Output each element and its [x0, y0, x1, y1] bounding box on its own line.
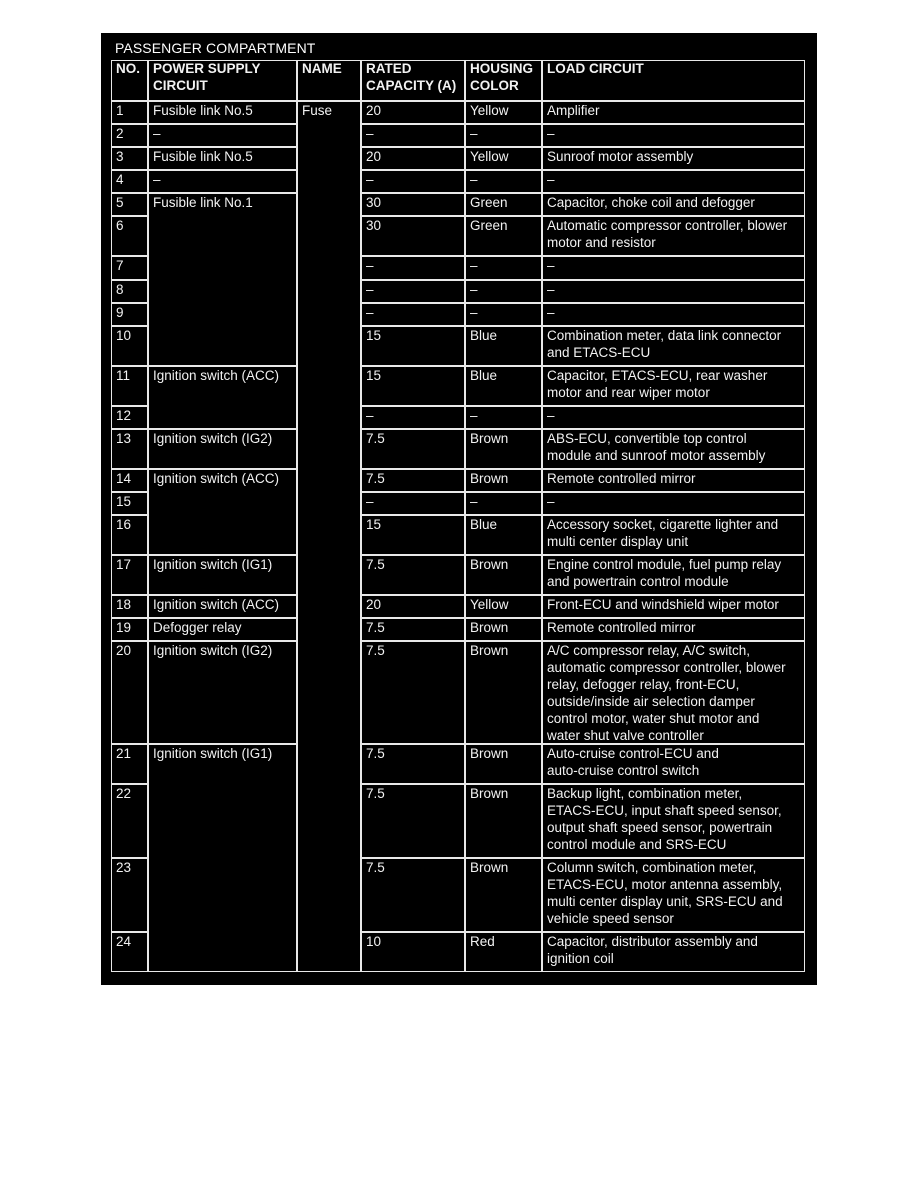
rated-capacity-cell: 15 — [361, 326, 465, 366]
load-circuit-cell: Front-ECU and windshield wiper motor — [542, 595, 805, 618]
housing-color-cell: Brown — [465, 744, 542, 784]
housing-color-cell: – — [465, 303, 542, 326]
load-circuit-cell: – — [542, 492, 805, 515]
load-circuit-cell: Capacitor, choke coil and defogger — [542, 193, 805, 216]
housing-color-cell: – — [465, 124, 542, 147]
fuse-number-cell: 6 — [111, 216, 148, 256]
power-supply-circuit-cell: Ignition switch (IG2) — [148, 641, 297, 744]
fuse-number-cell: 13 — [111, 429, 148, 469]
fuse-number-cell: 23 — [111, 858, 148, 932]
table-title: PASSENGER COMPARTMENT — [115, 40, 316, 56]
fuse-number-cell: 16 — [111, 515, 148, 555]
fuse-number-cell: 12 — [111, 406, 148, 429]
fuse-number-cell: 15 — [111, 492, 148, 515]
fuse-number-cell: 24 — [111, 932, 148, 972]
fuse-number-cell: 7 — [111, 256, 148, 280]
fuse-table-panel — [101, 33, 817, 985]
rated-capacity-cell: 7.5 — [361, 744, 465, 784]
fuse-table — [101, 33, 817, 985]
fuse-number-cell: 1 — [111, 101, 148, 124]
load-circuit-cell: Capacitor, ETACS-ECU, rear washer motor and rear wiper motor — [542, 366, 805, 406]
header-load-circuit: LOAD CIRCUIT — [542, 60, 805, 101]
rated-capacity-cell: – — [361, 492, 465, 515]
housing-color-cell: Green — [465, 193, 542, 216]
rated-capacity-cell: 7.5 — [361, 618, 465, 641]
fuse-number-cell: 20 — [111, 641, 148, 744]
housing-color-cell: Yellow — [465, 147, 542, 170]
fuse-number-cell: 4 — [111, 170, 148, 193]
rated-capacity-cell: 20 — [361, 101, 465, 124]
load-circuit-cell: – — [542, 406, 805, 429]
power-supply-circuit-cell: Ignition switch (IG2) — [148, 429, 297, 469]
housing-color-cell: Blue — [465, 326, 542, 366]
rated-capacity-cell: 30 — [361, 193, 465, 216]
housing-color-cell: Brown — [465, 858, 542, 932]
load-circuit-cell: Backup light, combination meter, ETACS-ECU, input shaft speed sensor, output shaft speed sensor, powertrain control module and SRS-ECU — [542, 784, 805, 858]
rated-capacity-cell: 10 — [361, 932, 465, 972]
load-circuit-cell: Sunroof motor assembly — [542, 147, 805, 170]
power-supply-circuit-cell: Ignition switch (IG1) — [148, 744, 297, 972]
housing-color-cell: Brown — [465, 555, 542, 595]
rated-capacity-cell: 15 — [361, 366, 465, 406]
housing-color-cell: – — [465, 280, 542, 303]
rated-capacity-cell: – — [361, 303, 465, 326]
load-circuit-cell: – — [542, 280, 805, 303]
housing-color-cell: Red — [465, 932, 542, 972]
rated-capacity-cell: 7.5 — [361, 784, 465, 858]
housing-color-cell: Brown — [465, 469, 542, 492]
name-cell: Fuse — [297, 101, 361, 972]
header-rated-capacity: RATED CAPACITY (A) — [361, 60, 465, 101]
load-circuit-cell: – — [542, 303, 805, 326]
load-circuit-cell: Remote controlled mirror — [542, 618, 805, 641]
load-circuit-cell: Automatic compressor controller, blower motor and resistor — [542, 216, 805, 256]
load-circuit-cell: Capacitor, distributor assembly and ignition coil — [542, 932, 805, 972]
power-supply-circuit-cell: – — [148, 170, 297, 193]
rated-capacity-cell: – — [361, 406, 465, 429]
fuse-number-cell: 9 — [111, 303, 148, 326]
power-supply-circuit-cell: Ignition switch (ACC) — [148, 366, 297, 429]
load-circuit-cell: A/C compressor relay, A/C switch, automatic compressor controller, blower relay, defogger relay, front-ECU, outside/inside air selection damper control motor, water shut motor and water shut valve controller — [542, 641, 805, 744]
fuse-number-cell: 8 — [111, 280, 148, 303]
rated-capacity-cell: 7.5 — [361, 641, 465, 744]
load-circuit-cell: – — [542, 256, 805, 280]
housing-color-cell: Brown — [465, 429, 542, 469]
fuse-number-cell: 22 — [111, 784, 148, 858]
load-circuit-cell: Accessory socket, cigarette lighter and multi center display unit — [542, 515, 805, 555]
housing-color-cell: Brown — [465, 618, 542, 641]
rated-capacity-cell: 7.5 — [361, 555, 465, 595]
rated-capacity-cell: 7.5 — [361, 858, 465, 932]
load-circuit-cell: Combination meter, data link connector and ETACS-ECU — [542, 326, 805, 366]
fuse-number-cell: 18 — [111, 595, 148, 618]
fuse-number-cell: 3 — [111, 147, 148, 170]
fuse-number-cell: 11 — [111, 366, 148, 406]
fuse-number-cell: 17 — [111, 555, 148, 595]
rated-capacity-cell: – — [361, 170, 465, 193]
rated-capacity-cell: – — [361, 256, 465, 280]
rated-capacity-cell: 15 — [361, 515, 465, 555]
rated-capacity-cell: 7.5 — [361, 429, 465, 469]
fuse-number-cell: 10 — [111, 326, 148, 366]
fuse-number-cell: 5 — [111, 193, 148, 216]
fuse-number-cell: 2 — [111, 124, 148, 147]
housing-color-cell: – — [465, 406, 542, 429]
housing-color-cell: – — [465, 170, 542, 193]
header-housing-color: HOUSING COLOR — [465, 60, 542, 101]
power-supply-circuit-cell: Defogger relay — [148, 618, 297, 641]
load-circuit-cell: Remote controlled mirror — [542, 469, 805, 492]
load-circuit-cell: ABS-ECU, convertible top control module and sunroof motor assembly — [542, 429, 805, 469]
rated-capacity-cell: 7.5 — [361, 469, 465, 492]
housing-color-cell: Blue — [465, 515, 542, 555]
load-circuit-cell: Column switch, combination meter, ETACS-ECU, motor antenna assembly, multi center display unit, SRS-ECU and vehicle speed sensor — [542, 858, 805, 932]
load-circuit-cell: Engine control module, fuel pump relay and powertrain control module — [542, 555, 805, 595]
load-circuit-cell: Auto-cruise control-ECU and auto-cruise control switch — [542, 744, 805, 784]
power-supply-circuit-cell: Ignition switch (IG1) — [148, 555, 297, 595]
header-name: NAME — [297, 60, 361, 101]
power-supply-circuit-cell: – — [148, 124, 297, 147]
fuse-number-cell: 14 — [111, 469, 148, 492]
rated-capacity-cell: 30 — [361, 216, 465, 256]
power-supply-circuit-cell: Ignition switch (ACC) — [148, 469, 297, 555]
housing-color-cell: Yellow — [465, 595, 542, 618]
housing-color-cell: Blue — [465, 366, 542, 406]
load-circuit-cell: – — [542, 124, 805, 147]
header-power-supply-circuit: POWER SUPPLY CIRCUIT — [148, 60, 297, 101]
housing-color-cell: – — [465, 256, 542, 280]
rated-capacity-cell: 20 — [361, 147, 465, 170]
housing-color-cell: Brown — [465, 784, 542, 858]
load-circuit-cell: Amplifier — [542, 101, 805, 124]
power-supply-circuit-cell: Fusible link No.5 — [148, 101, 297, 124]
power-supply-circuit-cell: Fusible link No.5 — [148, 147, 297, 170]
rated-capacity-cell: 20 — [361, 595, 465, 618]
power-supply-circuit-cell: Fusible link No.1 — [148, 193, 297, 366]
fuse-number-cell: 21 — [111, 744, 148, 784]
fuse-number-cell: 19 — [111, 618, 148, 641]
rated-capacity-cell: – — [361, 124, 465, 147]
housing-color-cell: – — [465, 492, 542, 515]
housing-color-cell: Yellow — [465, 101, 542, 124]
power-supply-circuit-cell: Ignition switch (ACC) — [148, 595, 297, 618]
housing-color-cell: Green — [465, 216, 542, 256]
header-no: NO. — [111, 60, 148, 101]
rated-capacity-cell: – — [361, 280, 465, 303]
load-circuit-cell: – — [542, 170, 805, 193]
housing-color-cell: Brown — [465, 641, 542, 744]
